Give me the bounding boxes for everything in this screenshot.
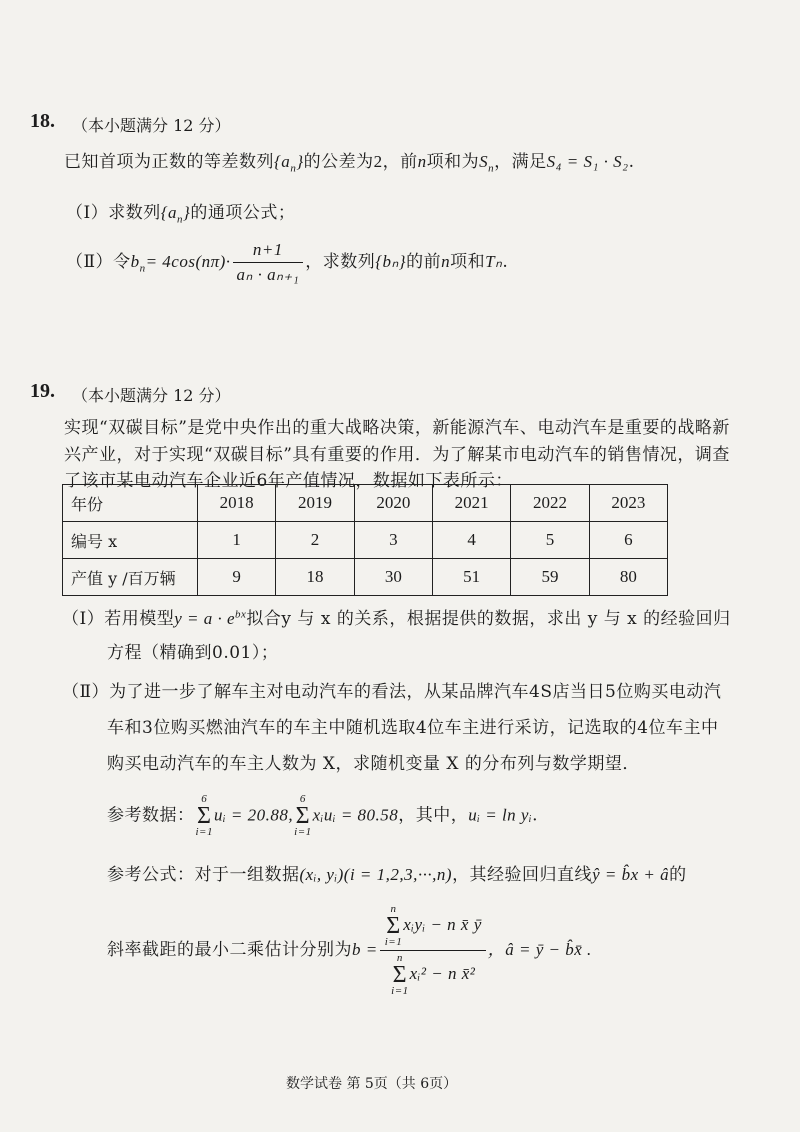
question-19-intro-3: 了该市某电动汽车企业近6年产值情况，数据如下表所示： — [64, 471, 513, 491]
table-cell: 编号 x — [63, 522, 198, 559]
summation: 6 Σ i=1 — [294, 793, 312, 838]
question-19-part-2-line-3: 购买电动汽车的车主人数为 X，求随机变量 X 的分布列与数学期望． — [107, 754, 640, 774]
table-row — [63, 559, 668, 596]
question-19-part-2-line-2: 车和3位购买燃油汽车的车主中随机选取4位车主进行采访，记选取的4位车主中 — [107, 718, 719, 738]
table-row — [63, 522, 668, 559]
table-cell: 51 — [432, 559, 510, 596]
table-cell: 6 — [589, 522, 667, 559]
question-18-part-2: （Ⅱ）令$b_n= 4\cos(n\pi)\cdot$ $\frac{n+1}{\text{aₙ · aₙ₊₁}}$ ，求数列{bₙ}的前n项和Tₙ. — [66, 240, 509, 284]
table-header: 2023 — [589, 485, 667, 522]
question-18-stem: 已知首项为正数的等差数列$\{a_n\}$的公差为2，前n项和为$S_n$，满足S₄ = S₁ · S₂. — [64, 152, 635, 175]
question-19-part-2-line-1: （Ⅱ）为了进一步了解车主对电动汽车的看法，从某品牌汽车4S店当日5位购买电动汽 — [62, 682, 722, 702]
table-header: 年份 — [63, 485, 198, 522]
table-row — [63, 485, 668, 522]
least-squares-formula: 斜率截距的最小二乘估计分别为b = n Σ i=1xᵢyᵢ − n x̄ ȳ n Σ i=1xᵢ² − n x̄² ，â = ȳ − b̂x̄ . — [107, 903, 592, 997]
reference-data: 参考数据：6 Σ i=1uᵢ = 20.88,6 Σ i=1xᵢuᵢ = 80.58，其中，uᵢ = ln yᵢ. — [107, 793, 539, 838]
table-cell: 18 — [276, 559, 354, 596]
table-cell: 4 — [432, 522, 510, 559]
question-19-number: 19. — [30, 380, 55, 402]
question-19-intro-1: 实现“双碳目标”是党中央作出的重大战略决策，新能源汽车、电动汽车是重要的战略新 — [64, 418, 730, 438]
table-cell: 3 — [354, 522, 432, 559]
slope-fraction: n Σ i=1xᵢyᵢ − n x̄ ȳ n Σ i=1xᵢ² − n x̄² — [380, 904, 486, 997]
question-19-part-1-line-2: 方程（精确到0.01）； — [107, 643, 279, 663]
table-cell: 5 — [511, 522, 589, 559]
table-header: 2021 — [432, 485, 510, 522]
table-cell: 2 — [276, 522, 354, 559]
table-cell: 产值 y /百万辆 — [63, 559, 198, 596]
question-18-number: 18. — [30, 110, 55, 132]
question-19-part-1-line-1: （Ⅰ）若用模型$y = a \cdot e^{bx}$拟合y 与 x 的关系，根据提供的数据，求出 y 与 x 的经验回归 — [62, 608, 731, 629]
question-19-intro-2: 兴产业，对于实现“双碳目标”具有重要的作用．为了解某市电动汽车的销售情况，调查 — [64, 445, 730, 465]
seq-a: $\{a_n\}$ — [274, 152, 304, 175]
page-footer: 数学试卷 第 5页（共 6页） — [286, 1076, 458, 1092]
condition: S₄ = S₁ · S₂ — [546, 152, 629, 171]
table-cell: 30 — [354, 559, 432, 596]
table-header: 2022 — [511, 485, 589, 522]
table-header: 2020 — [354, 485, 432, 522]
reference-formula: 参考公式：对于一组数据(xᵢ, yᵢ)(i = 1,2,3,···,n)，其经验回归直线ŷ = b̂x + â的 — [107, 865, 687, 885]
question-18-part-1: （Ⅰ）求数列$\{a_n\}$的通项公式； — [66, 203, 296, 226]
summation: 6 Σ i=1 — [195, 793, 213, 838]
table-header: 2019 — [276, 485, 354, 522]
table-cell: 80 — [589, 559, 667, 596]
question-18-header: （本小题满分 12 分） — [72, 116, 231, 135]
question-19-header: （本小题满分 12 分） — [72, 386, 231, 405]
table-header: 2018 — [198, 485, 276, 522]
table-cell: 1 — [198, 522, 276, 559]
table-cell: 9 — [198, 559, 276, 596]
table-cell: 59 — [511, 559, 589, 596]
data-table — [62, 484, 668, 596]
fraction: $\frac{n+1}{\text{aₙ · aₙ₊₁}}$ — [233, 240, 304, 285]
